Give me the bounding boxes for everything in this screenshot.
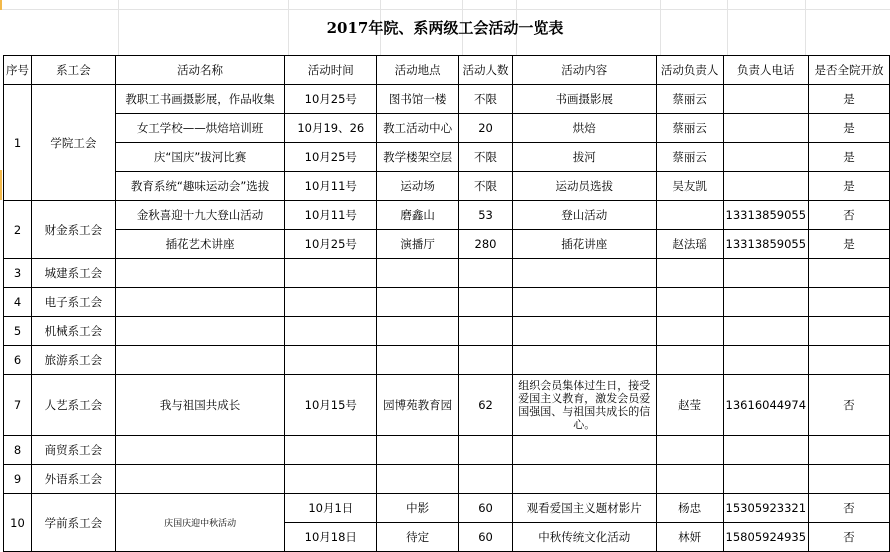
cell-open[interactable] (809, 346, 890, 375)
cell-no[interactable]: 8 (4, 436, 32, 465)
cell-location[interactable]: 磨鑫山 (377, 201, 459, 230)
cell-content[interactable] (512, 436, 656, 465)
cell-union[interactable]: 机械系工会 (32, 317, 116, 346)
cell-activity-name[interactable]: 女工学校——烘焙培训班 (115, 114, 285, 143)
cell-time[interactable] (285, 436, 377, 465)
cell-headcount[interactable] (459, 346, 513, 375)
cell-location[interactable]: 图书馆一楼 (377, 85, 459, 114)
cell-content[interactable]: 运动员选拔 (512, 172, 656, 201)
cell-activity-name[interactable]: 庆“国庆”拔河比赛 (115, 143, 285, 172)
cell-no[interactable]: 2 (4, 201, 32, 259)
cell-owner[interactable] (656, 465, 723, 494)
cell-owner[interactable]: 杨忠 (656, 494, 723, 523)
cell-headcount[interactable]: 20 (459, 114, 513, 143)
cell-time[interactable]: 10月1日 (285, 494, 377, 523)
cell-open[interactable]: 是 (809, 143, 890, 172)
table-row (4, 172, 890, 201)
cell-phone[interactable] (723, 346, 808, 375)
cell-headcount[interactable]: 不限 (459, 172, 513, 201)
cell-open[interactable] (809, 465, 890, 494)
cell-headcount[interactable] (459, 436, 513, 465)
cell-activity-name[interactable]: 插花艺术讲座 (115, 230, 285, 259)
cell-no[interactable]: 9 (4, 465, 32, 494)
cell-open[interactable]: 是 (809, 114, 890, 143)
cell-no[interactable]: 3 (4, 259, 32, 288)
cell-open[interactable]: 否 (809, 201, 890, 230)
cell-content[interactable] (512, 317, 656, 346)
cell-headcount[interactable] (459, 259, 513, 288)
cell-headcount[interactable]: 60 (459, 523, 513, 552)
cell-owner[interactable]: 赵莹 (656, 375, 723, 436)
table-row (4, 465, 890, 494)
cell-union[interactable]: 商贸系工会 (32, 436, 116, 465)
cell-content[interactable]: 观看爱国主义题材影片 (512, 494, 656, 523)
cell-activity-name[interactable] (115, 317, 285, 346)
cell-phone[interactable] (723, 143, 808, 172)
row-selection-marker (0, 170, 2, 200)
cell-content[interactable] (512, 346, 656, 375)
activity-table (3, 55, 890, 552)
cell-no[interactable]: 1 (4, 85, 32, 201)
cell-time[interactable] (285, 317, 377, 346)
table-row (4, 85, 890, 114)
cell-union[interactable]: 旅游系工会 (32, 346, 116, 375)
cell-content[interactable]: 组织会员集体过生日，接受爱国主义教育，激发会员爱国强国、与祖国共成长的信心。 (512, 375, 656, 436)
cell-activity-name[interactable] (115, 465, 285, 494)
cell-owner[interactable] (656, 436, 723, 465)
cell-headcount[interactable]: 60 (459, 494, 513, 523)
cell-no[interactable]: 6 (4, 346, 32, 375)
cell-owner[interactable]: 林妍 (656, 523, 723, 552)
cell-phone[interactable]: 13313859055 (723, 230, 808, 259)
cell-owner[interactable]: 蔡丽云 (656, 143, 723, 172)
cell-union[interactable]: 电子系工会 (32, 288, 116, 317)
cell-location[interactable] (377, 317, 459, 346)
cell-owner[interactable]: 赵法瑶 (656, 230, 723, 259)
cell-content[interactable]: 插花讲座 (512, 230, 656, 259)
cell-location[interactable]: 演播厅 (377, 230, 459, 259)
cell-union[interactable]: 学院工会 (32, 85, 116, 201)
cell-union[interactable]: 外语系工会 (32, 465, 116, 494)
cell-content[interactable]: 书画摄影展 (512, 85, 656, 114)
cell-location[interactable] (377, 436, 459, 465)
cell-no[interactable]: 5 (4, 317, 32, 346)
cell-location[interactable]: 园博苑教育园 (377, 375, 459, 436)
cell-owner[interactable] (656, 317, 723, 346)
cell-activity-name[interactable]: 教职工书画摄影展，作品收集 (115, 85, 285, 114)
cell-location[interactable]: 运动场 (377, 172, 459, 201)
cell-open[interactable]: 是 (809, 230, 890, 259)
table-row (4, 317, 890, 346)
cell-location[interactable] (377, 259, 459, 288)
cell-headcount[interactable] (459, 317, 513, 346)
col-header-union[interactable]: 系工会 (32, 56, 116, 85)
cell-content[interactable] (512, 288, 656, 317)
cell-headcount[interactable]: 不限 (459, 143, 513, 172)
cell-time[interactable]: 10月11号 (285, 172, 377, 201)
cell-union[interactable]: 人艺系工会 (32, 375, 116, 436)
cell-time[interactable]: 10月11号 (285, 201, 377, 230)
cell-phone[interactable] (723, 436, 808, 465)
cell-time[interactable]: 10月19、26 (285, 114, 377, 143)
cell-activity-name[interactable] (115, 288, 285, 317)
cell-phone[interactable] (723, 465, 808, 494)
cell-open[interactable]: 否 (809, 523, 890, 552)
table-row (4, 375, 890, 436)
cell-phone[interactable] (723, 172, 808, 201)
cell-time[interactable]: 10月25号 (285, 143, 377, 172)
cell-open[interactable] (809, 436, 890, 465)
cell-phone[interactable]: 15305923321 (723, 494, 808, 523)
table-row (4, 288, 890, 317)
cell-time[interactable] (285, 288, 377, 317)
cell-content[interactable]: 登山活动 (512, 201, 656, 230)
col-header-phone[interactable]: 负责人电话 (723, 56, 808, 85)
cell-no[interactable]: 4 (4, 288, 32, 317)
cell-activity-name[interactable]: 庆国庆迎中秋活动 (115, 494, 285, 552)
cell-no[interactable]: 7 (4, 375, 32, 436)
cell-phone[interactable] (723, 317, 808, 346)
col-header-no[interactable]: 序号 (4, 56, 32, 85)
cell-activity-name[interactable] (115, 259, 285, 288)
cell-time[interactable]: 10月15号 (285, 375, 377, 436)
cell-open[interactable]: 是 (809, 172, 890, 201)
col-header-headcount[interactable]: 活动人数 (459, 56, 513, 85)
col-header-owner[interactable]: 活动负责人 (656, 56, 723, 85)
cell-owner[interactable]: 蔡丽云 (656, 85, 723, 114)
cell-union[interactable]: 学前系工会 (32, 494, 116, 552)
col-header-content[interactable]: 活动内容 (512, 56, 656, 85)
cell-activity-name[interactable]: 我与祖国共成长 (115, 375, 285, 436)
cell-content[interactable]: 拔河 (512, 143, 656, 172)
cell-content[interactable] (512, 259, 656, 288)
table-row (4, 201, 890, 230)
cell-headcount[interactable]: 280 (459, 230, 513, 259)
cell-owner[interactable] (656, 201, 723, 230)
table-row (4, 230, 890, 259)
cell-owner[interactable] (656, 346, 723, 375)
cell-phone[interactable] (723, 288, 808, 317)
cell-open[interactable]: 是 (809, 85, 890, 114)
cell-location[interactable] (377, 465, 459, 494)
cell-owner[interactable] (656, 259, 723, 288)
cell-content[interactable] (512, 465, 656, 494)
cell-activity-name[interactable] (115, 346, 285, 375)
table-row (4, 494, 890, 523)
table-row (4, 114, 890, 143)
cell-headcount[interactable] (459, 465, 513, 494)
cell-time[interactable]: 10月25号 (285, 85, 377, 114)
cell-time[interactable] (285, 259, 377, 288)
cell-owner[interactable]: 吴友凯 (656, 172, 723, 201)
cell-no[interactable]: 10 (4, 494, 32, 552)
cell-phone[interactable]: 15805924935 (723, 523, 808, 552)
cell-location[interactable]: 教工活动中心 (377, 114, 459, 143)
col-header-location[interactable]: 活动地点 (377, 56, 459, 85)
cell-location[interactable] (377, 346, 459, 375)
cell-content[interactable]: 烘焙 (512, 114, 656, 143)
cell-location[interactable]: 中影 (377, 494, 459, 523)
cell-location[interactable] (377, 288, 459, 317)
cell-union[interactable]: 城建系工会 (32, 259, 116, 288)
header-row (4, 56, 890, 85)
cell-time[interactable] (285, 465, 377, 494)
cell-activity-name[interactable] (115, 436, 285, 465)
cell-activity-name[interactable]: 金秋喜迎十九大登山活动 (115, 201, 285, 230)
cell-headcount[interactable]: 不限 (459, 85, 513, 114)
cell-time[interactable]: 10月18日 (285, 523, 377, 552)
cell-time[interactable]: 10月25号 (285, 230, 377, 259)
table-row (4, 346, 890, 375)
cell-phone[interactable]: 13616044974 (723, 375, 808, 436)
cell-headcount[interactable]: 53 (459, 201, 513, 230)
col-header-activity-name[interactable]: 活动名称 (115, 56, 285, 85)
cell-headcount[interactable] (459, 288, 513, 317)
cell-open[interactable]: 否 (809, 375, 890, 436)
col-header-open[interactable]: 是否全院开放 (809, 56, 890, 85)
cell-phone[interactable]: 13313859055 (723, 201, 808, 230)
cell-owner[interactable]: 蔡丽云 (656, 114, 723, 143)
cell-time[interactable] (285, 346, 377, 375)
table-row (4, 143, 890, 172)
sheet-title: 2017年院、系两级工会活动一览表 (326, 19, 564, 37)
cell-open[interactable] (809, 259, 890, 288)
cell-owner[interactable] (656, 288, 723, 317)
cell-phone[interactable] (723, 259, 808, 288)
cell-union[interactable]: 财金系工会 (32, 201, 116, 259)
cell-headcount[interactable]: 62 (459, 375, 513, 436)
cell-open[interactable]: 否 (809, 494, 890, 523)
cell-location[interactable]: 待定 (377, 523, 459, 552)
cell-content[interactable]: 中秋传统文化活动 (512, 523, 656, 552)
cell-activity-name[interactable]: 教育系统“趣味运动会”选拔 (115, 172, 285, 201)
cell-phone[interactable] (723, 114, 808, 143)
table-row (4, 436, 890, 465)
cell-location[interactable]: 教学楼架空层 (377, 143, 459, 172)
cell-open[interactable] (809, 317, 890, 346)
table-row (4, 259, 890, 288)
cell-phone[interactable] (723, 85, 808, 114)
cell-open[interactable] (809, 288, 890, 317)
col-header-time[interactable]: 活动时间 (285, 56, 377, 85)
